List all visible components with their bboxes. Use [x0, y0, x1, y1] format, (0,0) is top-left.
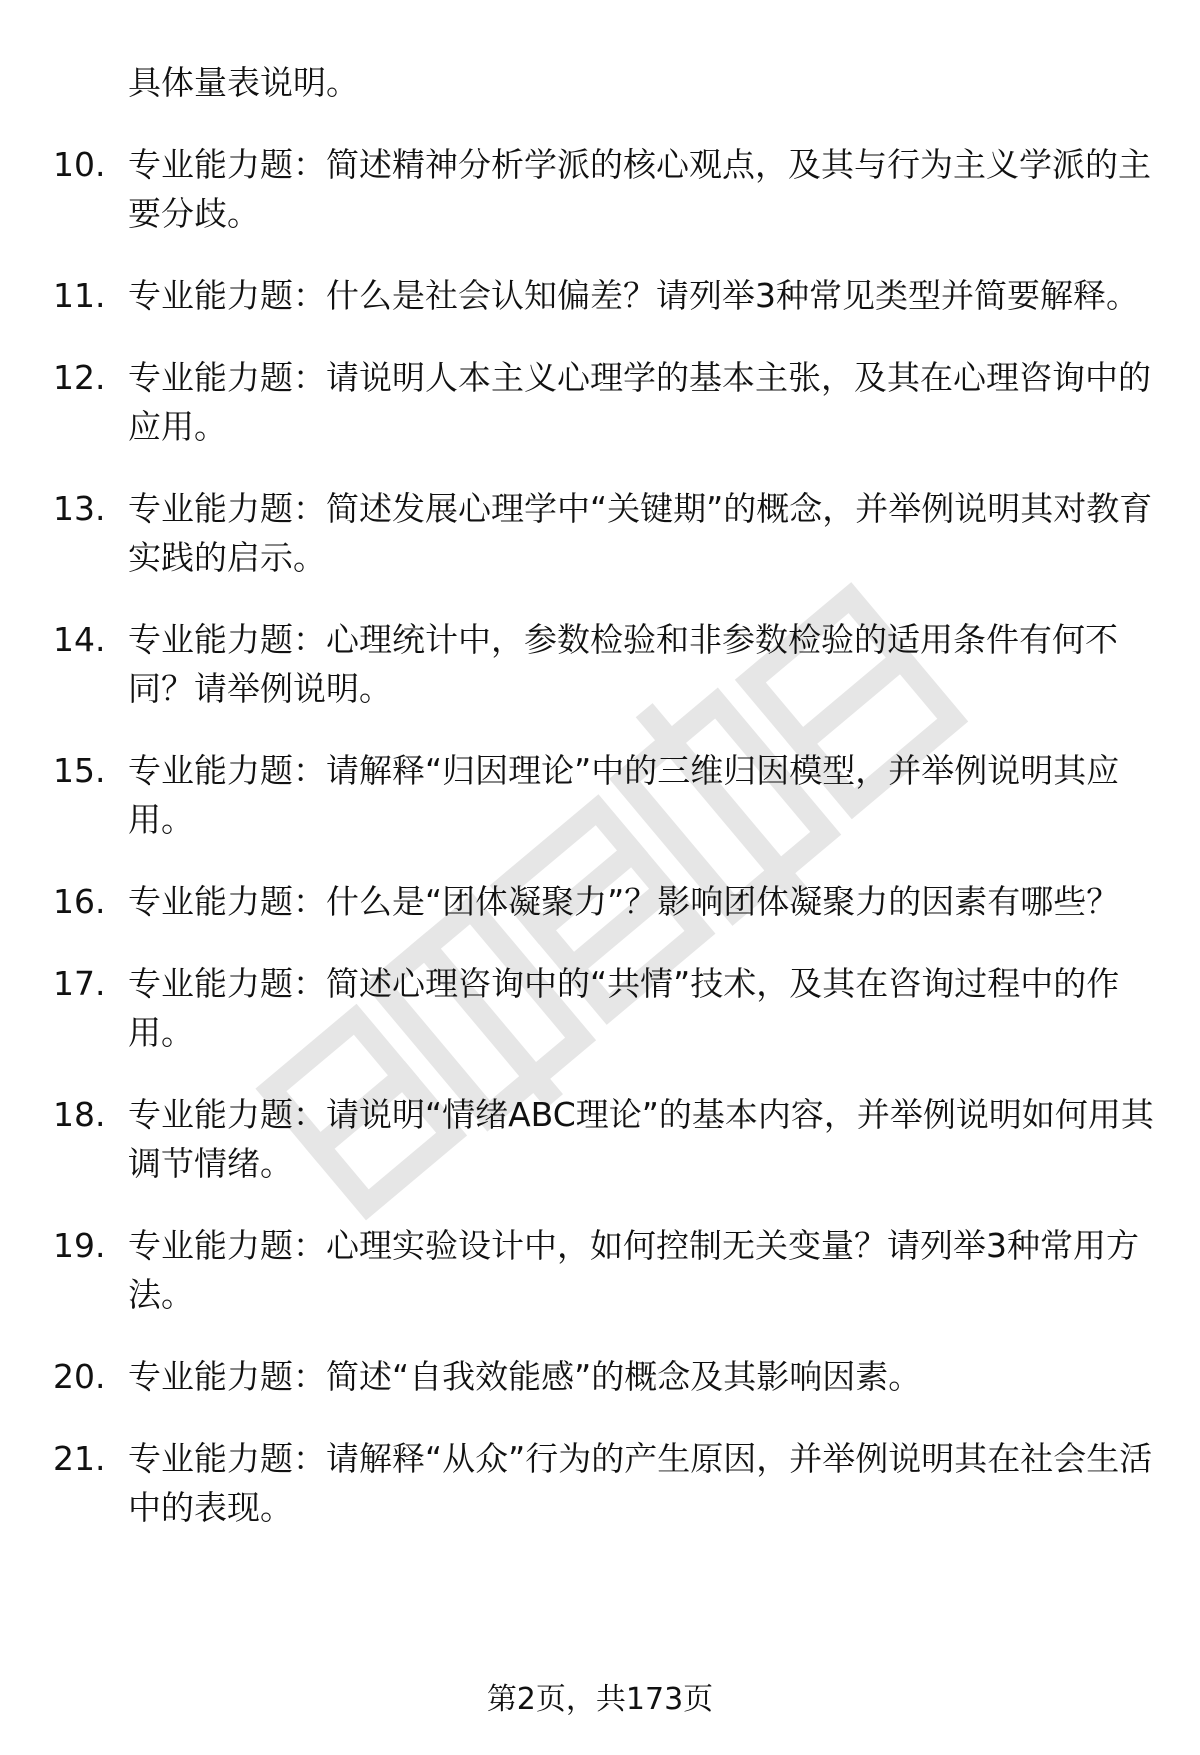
list-item — [0, 1221, 1200, 1319]
item-text: 专业能力题：心理统计中，参数检验和非参数检验的适用条件有何不同？请举例说明。 — [128, 620, 1118, 708]
item-number: 16. — [53, 882, 106, 921]
item-text: 专业能力题：心理实验设计中，如何控制无关变量？请列举3种常用方法。 — [128, 1226, 1139, 1314]
page-footer: 第2页，共173页 — [486, 1682, 714, 1717]
item-text: 专业能力题：简述精神分析学派的核心观点，及其与行为主义学派的主要分歧。 — [128, 145, 1151, 233]
item-number: 19. — [53, 1226, 106, 1265]
item-text: 专业能力题：请说明“情绪ABC理论”的基本内容，并举例说明如何用其调节情绪。 — [128, 1095, 1154, 1183]
list-item — [0, 746, 1200, 844]
list-item — [0, 140, 1200, 238]
item-text: 专业能力题：简述心理咨询中的“共情”技术，及其在咨询过程中的作用。 — [128, 964, 1120, 1052]
item-number: 13. — [53, 489, 106, 528]
item-text: 专业能力题：请解释“归因理论”中的三维归因模型，并举例说明其应用。 — [128, 751, 1120, 839]
item-number: 14. — [53, 620, 106, 659]
list-item — [0, 1352, 1200, 1401]
item-text: 专业能力题：什么是“团体凝聚力”？影响团体凝聚力的因素有哪些？ — [128, 882, 1120, 921]
item-text: 专业能力题：请解释“从众”行为的产生原因，并举例说明其在社会生活中的表现。 — [128, 1439, 1153, 1527]
list-item — [0, 615, 1200, 713]
list-item — [0, 959, 1200, 1057]
item-number: 11. — [53, 276, 106, 315]
list-item — [0, 1090, 1200, 1188]
list-item — [0, 58, 1200, 107]
item-number: 20. — [53, 1357, 106, 1396]
item-number: 17. — [53, 964, 106, 1003]
list-item — [0, 353, 1200, 451]
list-item — [0, 877, 1200, 926]
item-number: 15. — [53, 751, 106, 790]
item-text: 专业能力题：请说明人本主义心理学的基本主张，及其在心理咨询中的应用。 — [128, 358, 1151, 446]
item-text: 专业能力题：简述发展心理学中“关键期”的概念，并举例说明其对教育实践的启示。 — [128, 489, 1153, 577]
item-number: 10. — [53, 145, 106, 184]
list-item — [0, 1434, 1200, 1532]
item-number: 21. — [53, 1439, 106, 1478]
list-item — [0, 271, 1200, 320]
item-text: 专业能力题：什么是社会认知偏差？请列举3种常见类型并简要解释。 — [128, 276, 1139, 315]
list-item — [0, 484, 1200, 582]
continuation-text: 具体量表说明。 — [128, 63, 359, 102]
question-list — [0, 58, 1200, 1565]
item-number: 12. — [53, 358, 106, 397]
item-text: 专业能力题：简述“自我效能感”的概念及其影响因素。 — [128, 1357, 922, 1396]
item-number: 18. — [53, 1095, 106, 1134]
